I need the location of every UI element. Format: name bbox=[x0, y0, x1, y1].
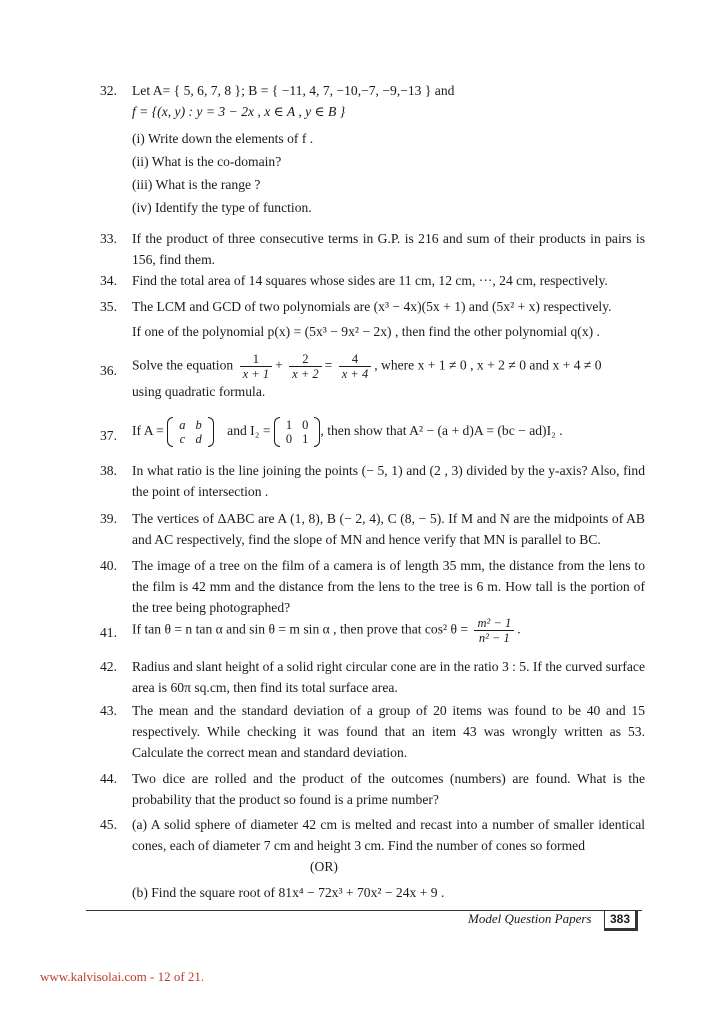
question-suffix: , then show that A² − (a + d)A = (bc − ad)I₂ . bbox=[320, 423, 563, 439]
question-prefix: Solve the equation bbox=[132, 357, 234, 373]
question-number: 41. bbox=[100, 625, 117, 640]
question-text bbox=[132, 418, 645, 446]
question-44 bbox=[100, 768, 645, 810]
matrix-cell: b bbox=[195, 418, 202, 432]
question-text: Solve the equation $\frac{1}{x + 1}$ + $\frac{2}{x + 2}$ = $\frac{4}{x + 4}$ , where x + 1 ≠ 0 , x + 2 ≠ 0 and x + 4 ≠ 0 bbox=[132, 352, 602, 381]
question-37 bbox=[100, 418, 645, 446]
question-33 bbox=[100, 228, 645, 270]
matrix-a bbox=[167, 418, 214, 446]
watermark-link[interactable]: www.kalvisolai.com - 12 of 21. bbox=[40, 969, 205, 984]
sub-question: (iv) Identify the type of function. bbox=[132, 200, 312, 215]
or-separator: (OR) bbox=[310, 859, 338, 874]
denominator: x + 1 bbox=[242, 367, 270, 381]
question-38 bbox=[100, 460, 645, 502]
question-number: 33. bbox=[100, 231, 117, 246]
numerator: 4 bbox=[339, 352, 371, 367]
numerator: 1 bbox=[240, 352, 272, 367]
fraction bbox=[289, 352, 321, 381]
denominator: x + 4 bbox=[341, 367, 369, 381]
question-36 bbox=[100, 352, 645, 402]
question-32 bbox=[100, 80, 645, 122]
question-text: If the product of three consecutive terms in G.P. is 216 and sum of their products in pairs is 156, find them. bbox=[132, 231, 645, 267]
matrix-cell: 0 bbox=[302, 418, 309, 432]
question-text: Find the total area of 14 squares whose sides are 11 cm, 12 cm, ···, 24 cm, respectively. bbox=[132, 273, 608, 288]
page-number: 383 bbox=[604, 910, 638, 931]
question-number: 35. bbox=[100, 299, 117, 314]
numerator: 2 bbox=[289, 352, 321, 367]
question-text: Radius and slant height of a solid right circular cone are in the ratio 3 : 5. If the curved surface area is 60π sq.cm, then find its total surface area. bbox=[132, 659, 645, 695]
question-middle: and I₂ = bbox=[227, 423, 271, 439]
sub-question: (ii) What is the co-domain? bbox=[132, 154, 282, 169]
fraction bbox=[240, 352, 272, 381]
question-40 bbox=[100, 555, 645, 618]
question-text: In what ratio is the line joining the points (− 5, 1) and (2 , 3) divided by the y-axis? Also, find the point of intersection . bbox=[132, 463, 645, 499]
question-35 bbox=[100, 296, 645, 342]
question-text: If one of the polynomial p(x) = (5x³ − 9x² − 2x) , then find the other polynomial q(x) . bbox=[132, 324, 600, 339]
matrix-cell: 1 bbox=[302, 432, 309, 446]
sub-question: (b) Find the square root of 81x⁴ − 72x³ + 70x² − 24x + 9 . bbox=[132, 885, 445, 900]
denominator: n² − 1 bbox=[478, 631, 510, 645]
question-39 bbox=[100, 508, 645, 550]
question-45 bbox=[100, 814, 645, 856]
question-suffix: . bbox=[517, 621, 521, 637]
sub-question: (iii) What is the range ? bbox=[132, 177, 261, 192]
question-text: The mean and the standard deviation of a group of 20 items was found to be 40 and 15 respectively. While checking it was found that an item 43 was wrongly written as 53. Calculate the correct mean and standard deviation. bbox=[132, 703, 645, 760]
question-text: The vertices of ΔABC are A (1, 8), B (− 2, 4), C (8, − 5). If M and N are the midpoints of AB and AC respectively, find the slope of MN and hence verify that MN is parallel to BC. bbox=[132, 511, 645, 547]
question-text: Two dice are rolled and the product of the outcomes (numbers) are found. What is the probability that the product so found is a prime number? bbox=[132, 771, 645, 807]
matrix-cell: 1 bbox=[285, 418, 293, 432]
numerator: m² − 1 bbox=[474, 616, 514, 631]
matrix-cell: 0 bbox=[285, 432, 293, 446]
question-42 bbox=[100, 656, 645, 698]
question-text: Let A= { 5, 6, 7, 8 }; B = { −11, 4, 7, −10,−7, −9,−13 } and bbox=[132, 83, 455, 98]
denominator: x + 2 bbox=[292, 367, 319, 381]
footer-title: Model Question Papers bbox=[468, 911, 592, 926]
question-number: 38. bbox=[100, 463, 117, 478]
question-number: 32. bbox=[100, 83, 117, 98]
identity-matrix bbox=[274, 418, 321, 446]
fraction bbox=[339, 352, 371, 381]
question-text: The LCM and GCD of two polynomials are (x³ − 4x)(5x + 1) and (5x² + x) respectively. bbox=[132, 299, 612, 314]
question-34 bbox=[100, 270, 645, 291]
question-number: 36. bbox=[100, 363, 117, 378]
question-suffix: , where x + 1 ≠ 0 , x + 2 ≠ 0 and x + 4 ≠ 0 bbox=[374, 357, 602, 373]
question-number: 42. bbox=[100, 659, 117, 674]
question-text bbox=[132, 616, 645, 645]
question-43 bbox=[100, 700, 645, 763]
question-number: 45. bbox=[100, 817, 117, 832]
question-number: 44. bbox=[100, 771, 117, 786]
matrix-cell: a bbox=[179, 418, 186, 432]
question-number: 34. bbox=[100, 273, 117, 288]
question-number: 37. bbox=[100, 428, 117, 443]
question-text: using quadratic formula. bbox=[132, 384, 266, 399]
sub-question: (i) Write down the elements of f . bbox=[132, 131, 314, 146]
question-text: (a) A solid sphere of diameter 42 cm is melted and recast into a number of smaller identical cones, each of diameter 7 cm and height 3 cm. Find the number of cones so formed bbox=[132, 817, 645, 853]
question-prefix: If A = bbox=[132, 423, 164, 439]
matrix-cell: c bbox=[179, 432, 186, 446]
question-number: 43. bbox=[100, 703, 117, 718]
matrix-cell: d bbox=[195, 432, 202, 446]
question-prefix: If tan θ = n tan α and sin θ = m sin α , then prove that cos² θ = bbox=[132, 621, 469, 637]
question-text: The image of a tree on the film of a camera is of length 35 mm, the distance from the lens to the film is 42 mm and the distance from the lens to the tree is 6 m. How tall is the portion of the tree being photographed? bbox=[132, 558, 645, 615]
question-41 bbox=[100, 616, 645, 645]
question-number: 39. bbox=[100, 511, 117, 526]
question-number: 40. bbox=[100, 558, 117, 573]
question-text: f = {(x, y) : y = 3 − 2x , x ∈ A , y ∈ B } bbox=[132, 104, 346, 119]
fraction bbox=[474, 616, 514, 645]
